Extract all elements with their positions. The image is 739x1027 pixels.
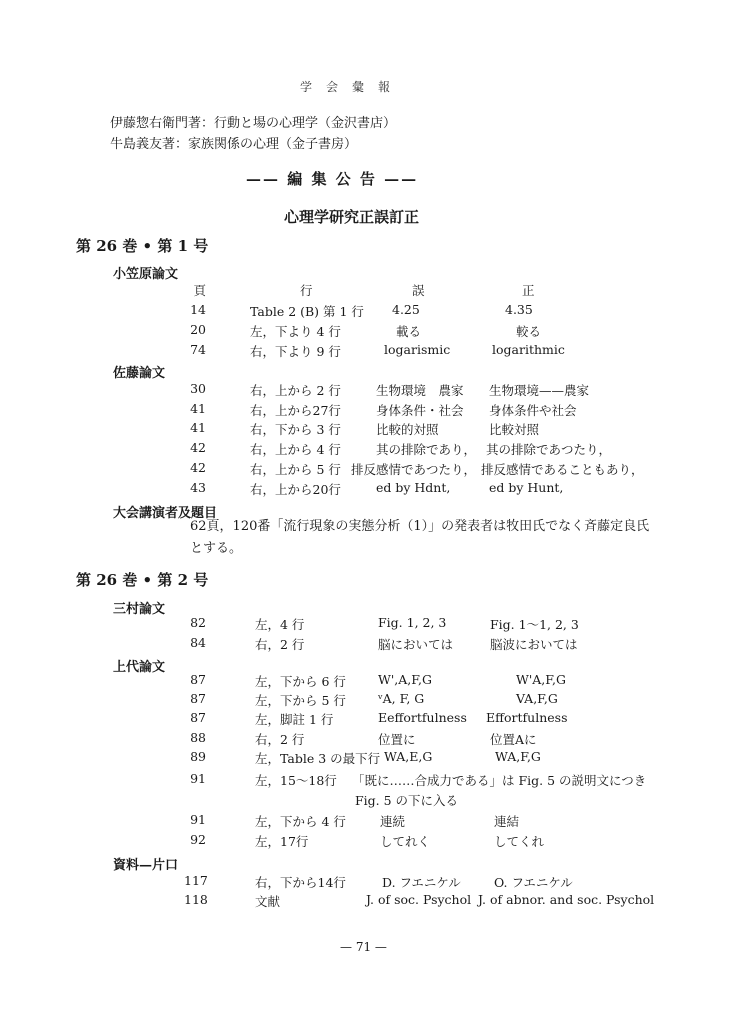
- row-page: 91: [190, 771, 206, 786]
- table-row: [0, 791, 739, 811]
- running-head: 学会彙報: [300, 80, 405, 94]
- row-wrong: W',A,F,G: [378, 672, 432, 687]
- row-wrong: ed by Hdnt,: [376, 480, 451, 495]
- row-line: 左，脚註 1 行: [255, 712, 334, 727]
- row-right: 連結: [494, 814, 520, 829]
- row-page: 89: [190, 749, 206, 764]
- header-wrong: 誤: [412, 283, 425, 298]
- row-right: 脳波においては: [490, 637, 578, 652]
- row-line: 左，15～18行: [255, 773, 337, 788]
- table-row: [0, 812, 739, 832]
- row-line: Table 2 (B) 第 1 行: [250, 304, 364, 319]
- row-line: 左，4 行: [255, 617, 305, 632]
- row-wrong: WA,E,G: [384, 749, 433, 764]
- row-page: 87: [190, 710, 206, 725]
- table-row: [0, 480, 739, 500]
- header-line: 行: [300, 283, 313, 298]
- row-right: J. of abnor. and soc. Psychol: [478, 892, 655, 907]
- row-wrong: 其の排除であり，: [376, 442, 477, 457]
- row-wrong: 身体条件・社会: [376, 403, 464, 418]
- row-page: 84: [190, 635, 206, 650]
- row-page: 42: [190, 460, 206, 475]
- table-row: [0, 381, 739, 401]
- row-line: 右，下より 9 行: [250, 344, 341, 359]
- volume-heading: 第 26 巻 • 第 2 号: [76, 571, 209, 589]
- row-right: ed by Hunt,: [489, 480, 564, 495]
- row-page: 87: [190, 672, 206, 687]
- row-wrong: 位置に: [378, 732, 416, 747]
- table-row: [0, 749, 739, 769]
- row-line: 左，Table 3 の最下行: [255, 751, 381, 766]
- header-right: 正: [522, 283, 535, 298]
- row-line: 左，下より 4 行: [250, 324, 341, 339]
- table-row: [0, 892, 739, 912]
- table-row: [0, 832, 739, 852]
- table-row: [0, 440, 739, 460]
- row-line: 左，下から 4 行: [255, 814, 346, 829]
- row-right: Effortfulness: [486, 710, 568, 725]
- table-row: [0, 710, 739, 730]
- row-wrong: 連続: [380, 814, 406, 829]
- row-page: 117: [184, 873, 208, 888]
- row-right: 排反感情であることもあり，: [481, 462, 644, 477]
- row-line: 右，上から27行: [250, 403, 341, 418]
- table-row: [0, 302, 739, 322]
- section-heading: 大会講演者及題目: [113, 506, 218, 521]
- row-right: WA,F,G: [495, 749, 541, 764]
- row-wrong: 排反感情であつたり，: [351, 462, 477, 477]
- row-line: 右，2 行: [255, 637, 305, 652]
- row-line: 右，上から 5 行: [250, 462, 341, 477]
- row-page: 41: [190, 401, 206, 416]
- table-header: [0, 281, 739, 301]
- correction-note: 62頁，120番「流行現象の実態分析（1）」の発表者は牧田氏でなく斉藤定良氏とする。: [190, 519, 650, 556]
- row-line: 右，下から 3 行: [250, 422, 341, 437]
- section-heading: 上代論文: [113, 660, 166, 675]
- row-right: 其の排除であつたり，: [486, 442, 612, 457]
- table-row: [0, 420, 739, 440]
- row-wrong: 比較的対照: [376, 422, 439, 437]
- section-heading: 佐藤論文: [113, 366, 166, 381]
- row-page: 74: [190, 342, 206, 357]
- row-wrong: 脳においては: [378, 637, 454, 652]
- row-page: 87: [190, 691, 206, 706]
- book-entry: 伊藤惣右衛門著：行動と場の心理学（金沢書店）: [110, 116, 397, 131]
- row-page: 41: [190, 420, 206, 435]
- row-line: 文献: [255, 894, 281, 909]
- row-page: 88: [190, 730, 206, 745]
- section-heading: 小笠原論文: [113, 267, 179, 282]
- row-page: 20: [190, 322, 206, 337]
- row-line: 左，下から 5 行: [255, 693, 346, 708]
- row-wrong: してれく: [380, 834, 431, 849]
- page-number: — 71 —: [340, 940, 387, 954]
- row-right: 生物環境——農家: [489, 383, 590, 398]
- row-wrong: J. of soc. Psychol: [366, 892, 472, 907]
- row-wrong: Eeffortfulness: [378, 710, 467, 725]
- book-entry: 牛島義友著：家族関係の心理（金子書房）: [110, 137, 358, 152]
- row-wrong: 載る: [396, 324, 422, 339]
- row-right: 位置Aに: [490, 732, 537, 747]
- row-page: 14: [190, 302, 206, 317]
- row-wrong: ᵛA, F, G: [378, 691, 425, 706]
- row-right: してくれ: [494, 834, 545, 849]
- row-line: 右，上から 2 行: [250, 383, 341, 398]
- row-right: 較る: [516, 324, 542, 339]
- header-page: 頁: [193, 283, 206, 298]
- section-heading: 三村論文: [113, 602, 166, 617]
- row-right: Fig. 1～1, 2, 3: [490, 617, 579, 632]
- row-line: 右，下から14行: [255, 875, 346, 890]
- row-page: 92: [190, 832, 206, 847]
- table-row: [0, 873, 739, 893]
- table-row: [0, 342, 739, 362]
- row-right: 身体条件や社会: [489, 403, 577, 418]
- row-wrong: 4.25: [392, 302, 420, 317]
- row-page: 82: [190, 615, 206, 630]
- table-row: [0, 635, 739, 655]
- row-right: 比較対照: [489, 422, 540, 437]
- row-right: 4.35: [505, 302, 533, 317]
- table-row: [0, 771, 739, 791]
- row-wrong: Fig. 5 の下に入る: [355, 793, 459, 808]
- row-wrong: 生物環境 農家: [376, 383, 464, 398]
- row-right: W'A,F,G: [516, 672, 566, 687]
- row-wrong: 「既に……合成力である」は Fig. 5 の説明文につき: [352, 773, 647, 788]
- table-row: [0, 691, 739, 711]
- row-page: 91: [190, 812, 206, 827]
- row-line: 右，2 行: [255, 732, 305, 747]
- row-page: 43: [190, 480, 206, 495]
- table-row: [0, 730, 739, 750]
- row-page: 118: [184, 892, 208, 907]
- errata-subtitle: 心理学研究正誤訂正: [284, 208, 420, 226]
- row-line: 左，17行: [255, 834, 309, 849]
- table-row: [0, 322, 739, 342]
- row-page: 30: [190, 381, 206, 396]
- row-wrong: logarismic: [384, 342, 451, 357]
- row-line: 右，上から 4 行: [250, 442, 341, 457]
- row-wrong: D. フエニケル: [382, 875, 461, 890]
- row-right: O. フエニケル: [494, 875, 573, 890]
- row-right: VA,F,G: [516, 691, 558, 706]
- row-line: 右，上から20行: [250, 482, 341, 497]
- table-row: [0, 401, 739, 421]
- table-row: [0, 460, 739, 480]
- row-line: 左，下から 6 行: [255, 674, 346, 689]
- row-page: 42: [190, 440, 206, 455]
- volume-heading: 第 26 巻 • 第 1 号: [76, 237, 209, 255]
- notice-title: —— 編 集 公 告 ——: [246, 170, 419, 188]
- row-right: logarithmic: [492, 342, 565, 357]
- table-row: [0, 672, 739, 692]
- row-wrong: Fig. 1, 2, 3: [378, 615, 447, 630]
- table-row: [0, 615, 739, 635]
- section-heading: 資料—片口: [113, 858, 179, 873]
